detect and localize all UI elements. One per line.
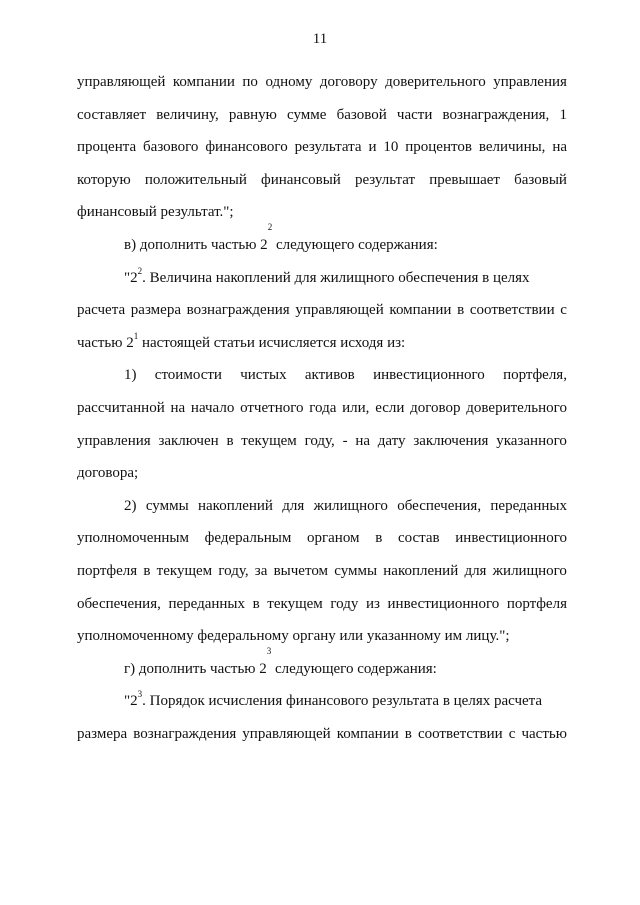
word: результата (294, 139, 362, 156)
word: с (560, 302, 567, 319)
word: которую (77, 171, 131, 188)
text-line (77, 99, 567, 132)
word: активов (304, 367, 355, 384)
word: отчетного (240, 399, 304, 416)
word: обеспечения, (397, 497, 482, 514)
word: базовой (336, 106, 387, 123)
word: начало (190, 399, 235, 416)
word: переданных (168, 595, 246, 612)
word: переданных (490, 497, 567, 514)
word: текущем (156, 562, 213, 579)
word: и (368, 139, 377, 156)
word: превышает (429, 171, 500, 188)
word: процентов (405, 139, 472, 156)
word: договору (319, 74, 378, 90)
word: накоплений (197, 497, 273, 514)
word: финансового (205, 139, 288, 156)
page-number: 11 (312, 31, 328, 47)
text-part: "2 (124, 693, 138, 710)
word: году, (304, 432, 335, 449)
word: составляет (77, 106, 147, 123)
text-line (77, 685, 567, 718)
word: с (508, 725, 516, 742)
word: обеспечения, (77, 595, 161, 612)
word: стоимости (154, 367, 222, 384)
word: для (464, 562, 487, 579)
text-part: . Величина накоплений для жилищного обеспечения в целях (142, 269, 530, 286)
word: заключения (413, 432, 489, 449)
superscript: 2 (267, 221, 273, 232)
word: части (396, 106, 433, 123)
word: размера (130, 302, 181, 319)
text-line (77, 164, 567, 197)
word: за (254, 562, 268, 579)
word: одному (265, 74, 313, 90)
superscript: 3 (137, 689, 143, 700)
text-fragment (124, 262, 530, 295)
word: компании (172, 74, 235, 90)
text-line (77, 294, 567, 327)
text-fragment: г) дополнить частью 2 (124, 660, 267, 677)
word: величину, (156, 106, 219, 123)
word: портфеля (77, 562, 138, 579)
word: компании (336, 725, 399, 742)
word: сумме (287, 106, 327, 123)
text-fragment: в) дополнить частью 2 (124, 236, 268, 253)
word: инвестиционного (373, 367, 485, 384)
word: федеральным (204, 530, 292, 547)
word: в (404, 725, 412, 742)
word: положительный (144, 171, 247, 188)
word: результат (354, 171, 416, 188)
text-line (77, 425, 567, 458)
word: в (375, 530, 383, 547)
word: процента (77, 139, 137, 156)
word: по (242, 74, 258, 90)
word: портфеля, (503, 367, 567, 384)
word: инвестиционного (455, 530, 567, 547)
text-part: частью 2 (77, 334, 134, 351)
word: расчета (77, 302, 126, 319)
word: в (143, 562, 151, 579)
word: управления (77, 432, 151, 449)
text-fragment (77, 327, 405, 360)
word: вознаграждения (133, 725, 237, 742)
word: - (342, 432, 348, 449)
text-part: "2 (124, 269, 138, 286)
word: базовый (514, 171, 567, 188)
text-line (77, 555, 567, 588)
word: текущем (267, 595, 323, 612)
text-line (77, 522, 567, 555)
paragraph-v (77, 221, 567, 262)
word: суммы (145, 497, 189, 514)
text-line (77, 490, 567, 523)
word: на (552, 139, 567, 156)
word: из (365, 595, 380, 612)
word: или, (342, 399, 370, 416)
text-line (77, 392, 567, 425)
word: на (170, 399, 186, 416)
document-body (77, 66, 567, 750)
text-fragment: следующего содержания: (272, 236, 438, 253)
text-fragment (124, 685, 542, 718)
word: размера (77, 725, 128, 742)
word: соответствии (469, 302, 555, 319)
text-part: настоящей статьи исчисляется исходя из: (138, 334, 406, 351)
word: управления (493, 74, 567, 90)
word: частью (521, 725, 567, 742)
word: в (226, 432, 234, 449)
word: базового (143, 139, 199, 156)
word: равную (228, 106, 277, 123)
text-line (77, 718, 567, 751)
word: органом (307, 530, 360, 547)
text-line (77, 66, 567, 99)
word: инвестиционного (387, 595, 500, 612)
text-line (77, 588, 567, 621)
word: в (252, 595, 260, 612)
word: вычетом (273, 562, 329, 579)
word: вознаграждения, (442, 106, 550, 123)
text-line (77, 359, 567, 392)
word: портфеля (506, 595, 567, 612)
word: финансовый (261, 171, 341, 188)
word: году (330, 595, 359, 612)
word: на (355, 432, 371, 449)
word: жилищного (313, 497, 388, 514)
word: дату (377, 432, 406, 449)
superscript: 3 (266, 645, 272, 656)
superscript: 1 (133, 330, 139, 341)
word: года (309, 399, 337, 416)
word: доверительного (466, 399, 567, 416)
word: вознаграждения (186, 302, 290, 319)
text-line (77, 262, 567, 295)
word: состав (397, 530, 440, 547)
word: уполномоченным (77, 530, 189, 547)
word: договор (410, 399, 461, 416)
text-line: уполномоченному федеральному органу или указанному им лицу."; (77, 628, 510, 645)
text-fragment: следующего содержания: (271, 660, 437, 677)
word: управляющей (295, 302, 384, 319)
word: величины, (478, 139, 546, 156)
word: накоплений (383, 562, 459, 579)
word: компании (389, 302, 452, 319)
text-line: договора; (77, 465, 139, 482)
text-part: . Порядок исчисления финансового результата в целях расчета (142, 693, 543, 710)
word: 1 (559, 106, 567, 123)
text-line (77, 327, 567, 360)
superscript: 2 (137, 265, 143, 276)
word: для (282, 497, 305, 514)
word: 2) (124, 497, 137, 514)
word: указанного (496, 432, 567, 449)
word: году, (218, 562, 249, 579)
word: управляющей (77, 74, 166, 90)
word: если (375, 399, 405, 416)
word: 1) (124, 367, 137, 384)
word: доверительного (385, 74, 486, 90)
text-line (77, 131, 567, 164)
word: суммы (334, 562, 378, 579)
word: рассчитанной (77, 399, 165, 416)
word: текущем (241, 432, 297, 449)
word: заключен (158, 432, 219, 449)
word: чистых (240, 367, 287, 384)
word: соответствии (417, 725, 503, 742)
word: 10 (383, 139, 399, 156)
word: жилищного (492, 562, 567, 579)
paragraph-g (77, 645, 567, 686)
word: в (457, 302, 465, 319)
text-line: финансовый результат."; (77, 204, 234, 221)
word: управляющей (242, 725, 331, 742)
